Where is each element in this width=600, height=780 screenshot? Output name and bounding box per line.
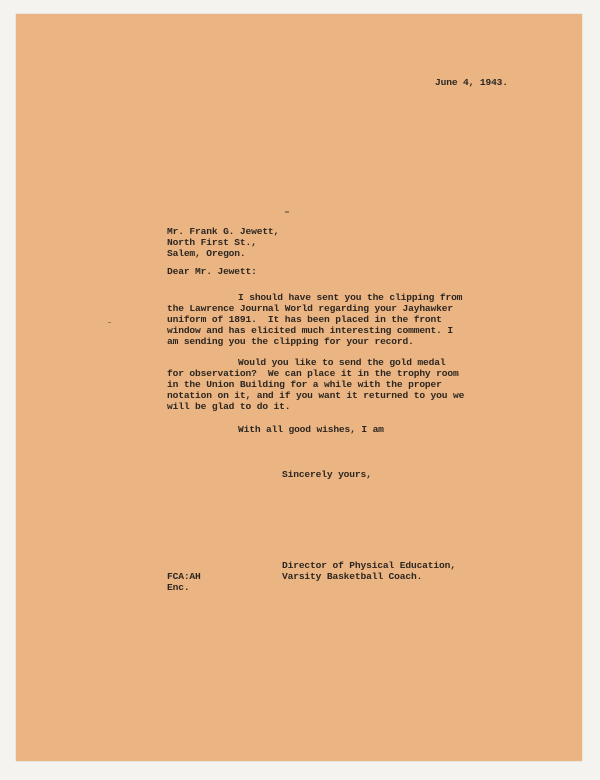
signer-title-line: Director of Physical Education, (282, 560, 456, 571)
paragraph-line: for observation? We can place it in the trophy room (167, 368, 459, 379)
paper-speck (108, 322, 111, 323)
letter-date: June 4, 1943. (435, 77, 508, 88)
good-wishes-line: With all good wishes, I am (238, 424, 384, 435)
paragraph-line: Would you like to send the gold medal (238, 357, 446, 368)
paragraph-line: uniform of 1891. It has been placed in the front (167, 314, 442, 325)
salutation: Dear Mr. Jewett: (167, 266, 257, 277)
reference-initials: FCA:AH (167, 571, 201, 582)
paragraph-line: in the Union Building for a while with the proper (167, 379, 442, 390)
paragraph-line: window and has elicited much interesting comment. I (167, 325, 453, 336)
paragraph-line: the Lawrence Journal World regarding your Jayhawker (167, 303, 453, 314)
paragraph-line: am sending you the clipping for your record. (167, 336, 414, 347)
paper-speck (285, 211, 289, 213)
paragraph-line: I should have sent you the clipping from (238, 292, 463, 303)
paragraph-line: will be glad to do it. (167, 401, 291, 412)
recipient-street: North First St., (167, 237, 257, 248)
recipient-name: Mr. Frank G. Jewett, (167, 226, 280, 237)
enclosure-notation: Enc. (167, 582, 190, 593)
paragraph-line: notation on it, and if you want it returned to you we (167, 390, 465, 401)
complimentary-closing: Sincerely yours, (282, 469, 372, 480)
signer-title-line: Varsity Basketball Coach. (282, 571, 423, 582)
recipient-city: Salem, Oregon. (167, 248, 246, 259)
